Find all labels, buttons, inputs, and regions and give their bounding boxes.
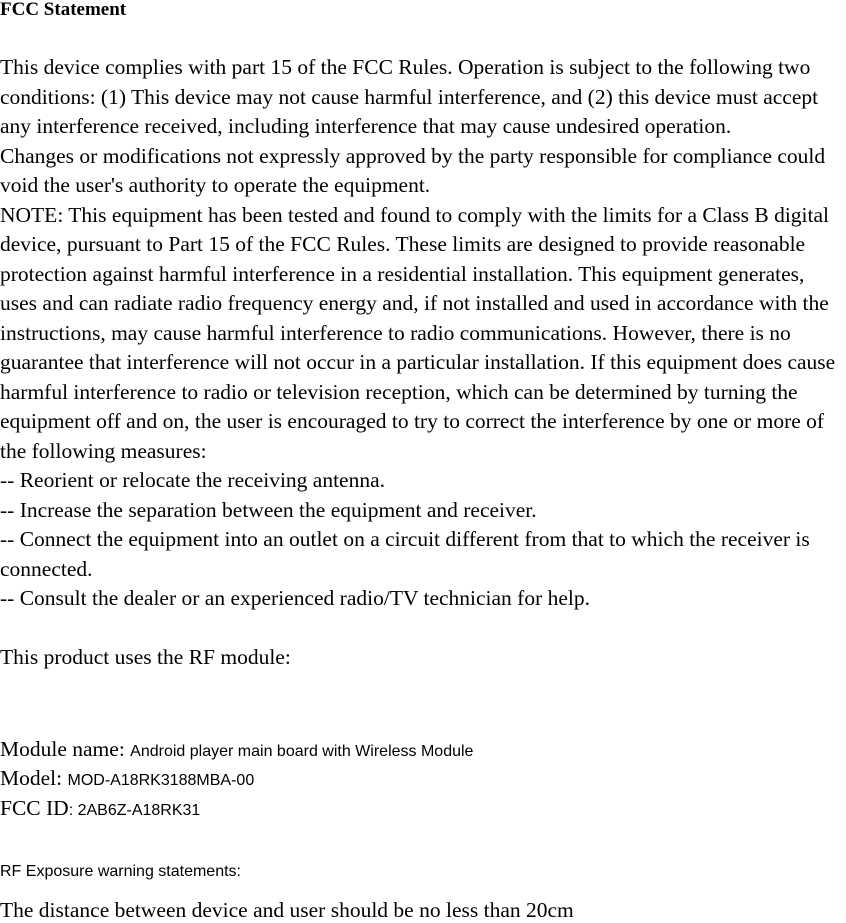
- measure-item-separation: -- Increase the separation between the equipment and receiver.: [0, 497, 537, 522]
- model-label: Model:: [0, 766, 68, 790]
- rf-distance-statement: The distance between device and user should be no less than 20cm: [0, 898, 574, 922]
- module-name-value: Android player main board with Wireless Module: [130, 743, 474, 760]
- page-title: FCC Statement: [0, 0, 127, 20]
- modifications-paragraph: Changes or modifications not expressly approved by the party responsible for compliance could void the user's authority to operate the equipment.: [0, 143, 826, 197]
- module-name-line: [0, 736, 473, 765]
- fcc-id-value: : 2AB6Z-A18RK31: [68, 802, 201, 819]
- note-paragraph: NOTE: This equipment has been tested and found to comply with the limits for a Class B digital device, pursuant to Part 15 of the FCC Rules. These limits are designed to provide reasonable protection against harmful interference in a residential installation. This equipment generates, uses and can radiate radio frequency energy and, if not installed and used in accordance with the instructions, may cause harmful interference to radio communications. However, there is no guarantee that interference will not occur in a particular installation. If this equipment does cause harmful interference to radio or television reception, which can be determined by turning the equipment off and on, the user is encouraged to try to correct the interference by one or more of the following measures:: [0, 202, 836, 463]
- measure-item-consult: -- Consult the dealer or an experienced radio/TV technician for help.: [0, 586, 591, 610]
- fcc-id-label: FCC ID: [0, 796, 69, 820]
- measure-item-reorient: -- Reorient or relocate the receiving antenna.: [0, 468, 386, 492]
- model-line: [0, 765, 254, 794]
- fcc-id-line: [0, 795, 200, 824]
- model-value: MOD-A18RK3188MBA-00: [67, 772, 255, 789]
- rf-module-intro: This product uses the RF module:: [0, 645, 291, 669]
- measure-item-outlet: -- Connect the equipment into an outlet on a circuit different from that to which the receiver is connected.: [0, 527, 810, 581]
- statement-body: [0, 53, 846, 673]
- paragraph-spacer: [0, 614, 846, 644]
- rf-exposure-heading: RF Exposure warning statements:: [0, 863, 241, 880]
- module-name-label: Module name:: [0, 737, 131, 761]
- compliance-paragraph: This device complies with part 15 of the FCC Rules. Operation is subject to the following two conditions: (1) This device may not cause harmful interference, and (2) this device must accept any interference received, including interference that may cause undesired operation.: [0, 55, 819, 138]
